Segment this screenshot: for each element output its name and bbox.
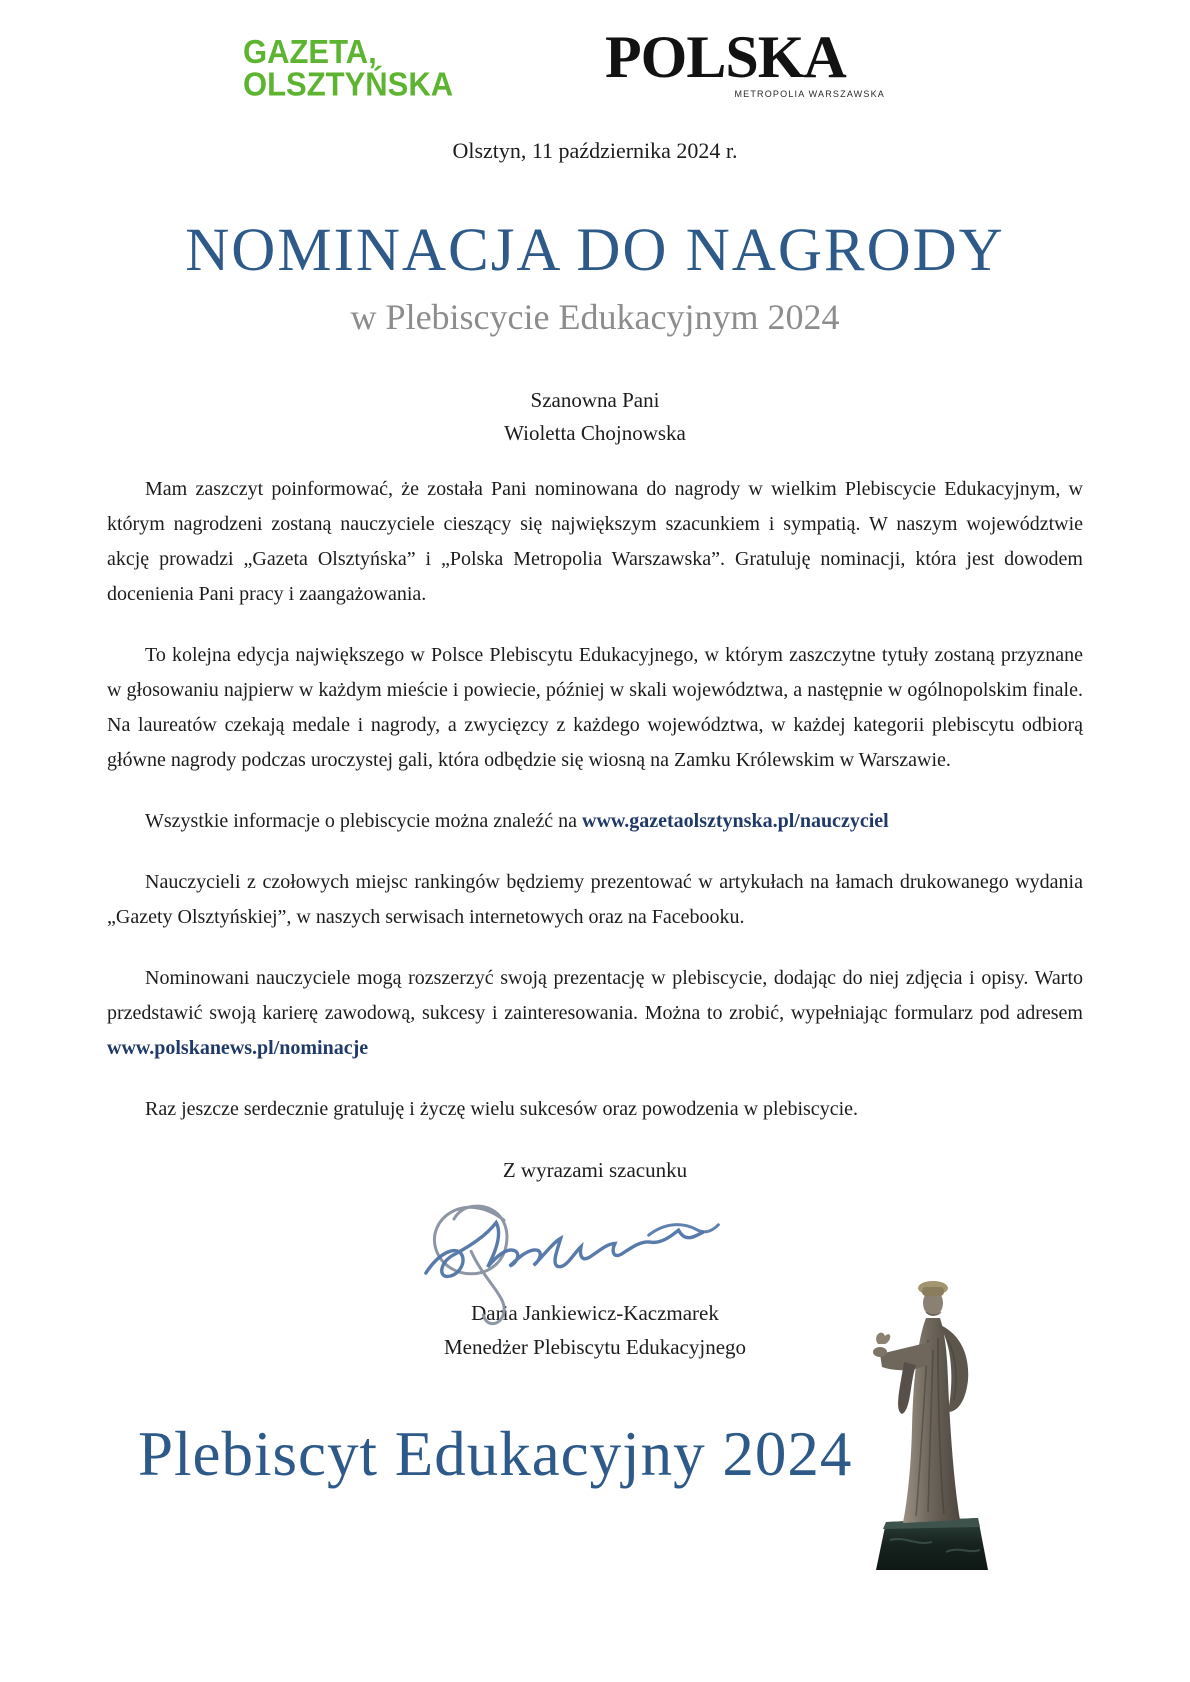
nomination-form-link[interactable]: www.polskanews.pl/nominacje	[107, 1037, 369, 1059]
salutation-line1: Szanowna Pani	[530, 388, 660, 412]
signer-title: Menedżer Plebiscytu Edukacyjnego	[443, 1335, 747, 1359]
polska-logo-wordmark: POLSKA	[605, 24, 846, 90]
plebiscite-info-link[interactable]: www.gazetaolsztynska.pl/nauczyciel	[582, 810, 889, 832]
gazeta-logo-line2: OLSZTYŃSKA	[243, 65, 454, 103]
polska-logo	[605, 26, 885, 99]
paragraph-5-text: Nominowani nauczyciele mogą rozszerzyć swoją prezentację w plebiscycie, dodając do niej zdjęcia i opisy. Warto przedstawić swoją karierę zawodową, sukcesy i zainteresowania. Można to zrobić, wypełniając formularz pod adresem	[107, 967, 1083, 1024]
document-subtitle: w Plebiscycie Edukacyjnym 2024	[350, 297, 840, 337]
award-statuette-image	[856, 1260, 1008, 1580]
paragraph-4: Nauczycieli z czołowych miejsc rankingów będziemy prezentować w artykułach na łamach drukowanego wydania „Gazety Olsztyńskiej”, w naszych serwisach internetowych oraz na Facebooku.	[107, 871, 1083, 928]
salutation-line2: Wioletta Chojnowska	[504, 421, 686, 445]
signer-name: Daria Jankiewicz-Kaczmarek	[471, 1301, 719, 1325]
document-title: NOMINACJA DO NAGRODY	[185, 217, 1005, 284]
letter-body	[107, 472, 1083, 1364]
dateline: Olsztyn, 11 października 2024 r.	[452, 138, 738, 163]
closing-salute: Z wyrazami szacunku	[502, 1158, 688, 1182]
paragraph-1: Mam zaszczyt poinformować, że została Pani nominowana do nagrody w wielkim Plebiscycie Edukacyjnym, w którym nagrodzeni zostaną nauczyciele cieszący się największym szacunkiem i sympatią. W naszym województwie akcję prowadzi „Gazeta Olsztyńska” i „Polska Metropolia Warszawska”. Gratuluję nominacji, która jest dowodem docenienia Pani pracy i zaangażowania.	[107, 478, 1083, 605]
gazeta-logo-line1: GAZETA,	[243, 32, 377, 71]
paragraph-6: Raz jeszcze serdecznie gratuluję i życzę wielu sukcesów oraz powodzenia w plebiscycie.	[145, 1098, 858, 1120]
paragraph-2: To kolejna edycja największego w Polsce Plebiscytu Edukacyjnego, w którym zaszczytne tytuły zostaną przyznane w głosowaniu najpierw w każdym mieście i powiecie, później w skali województwa, a następnie w ogólnopolskim finale. Na laureatów czekają medale i nagrody, a zwycięzcy z każdego województwa, w każdej kategorii plebiscytu odbiorą główne nagrody podczas uroczystej gali, która odbędzie się wiosną na Zamku Królewskim w Warszawie.	[107, 644, 1083, 771]
footer-title: Plebiscyt Edukacyjny 2024	[138, 1419, 853, 1489]
signature-ink-image	[407, 1176, 732, 1337]
paragraph-3	[107, 804, 1083, 839]
statuette-figure-icon	[856, 1260, 1008, 1575]
polska-logo-subtext: METROPOLIA WARSZAWSKA	[734, 89, 885, 99]
paragraph-5	[107, 961, 1083, 1066]
paragraph-3-text: Wszystkie informacje o plebiscycie można znaleźć na	[145, 810, 583, 832]
gazeta-olsztynska-logo	[243, 32, 454, 103]
salutation-block	[0, 384, 1190, 450]
